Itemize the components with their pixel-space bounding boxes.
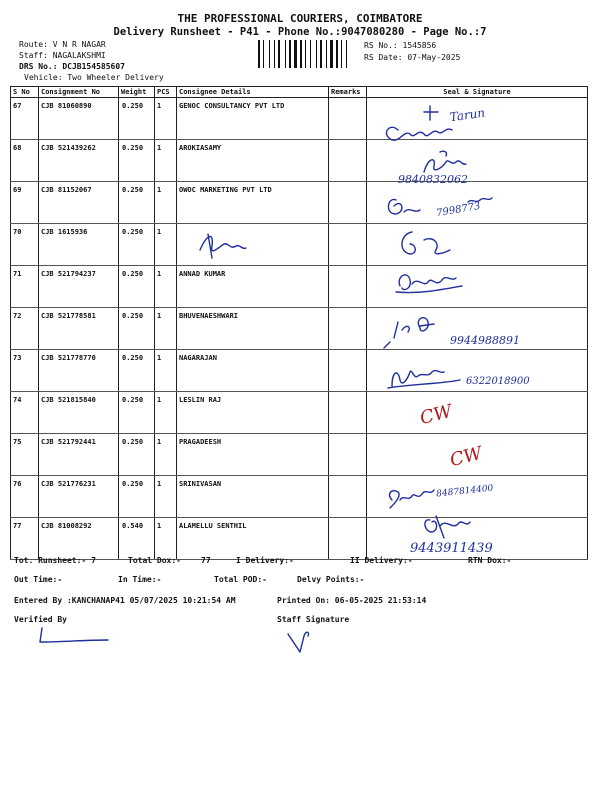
weight-value: 0.540 bbox=[119, 518, 155, 560]
barcode-image bbox=[258, 40, 358, 68]
serial-number: 77 bbox=[11, 518, 39, 560]
pieces-count: 1 bbox=[155, 98, 177, 140]
consignee-name bbox=[177, 224, 329, 266]
pieces-count: 1 bbox=[155, 140, 177, 182]
barcode-bar bbox=[341, 40, 342, 68]
barcode-bar bbox=[263, 40, 264, 68]
consignment-number: CJB 1615936 bbox=[39, 224, 119, 266]
barcode-bar bbox=[289, 40, 291, 68]
consignment-number: CJB 521815840 bbox=[39, 392, 119, 434]
consignee-name: SRINIVASAN bbox=[177, 476, 329, 518]
remarks-cell bbox=[329, 476, 367, 518]
barcode-bar bbox=[303, 40, 304, 68]
seal-signature-cell bbox=[367, 266, 588, 308]
barcode-bar bbox=[318, 40, 319, 68]
table-row bbox=[11, 182, 588, 224]
barcode-bar bbox=[330, 40, 333, 68]
remarks-cell bbox=[329, 98, 367, 140]
serial-number: 72 bbox=[11, 308, 39, 350]
consignee-name: BHUVENAESHWARI bbox=[177, 308, 329, 350]
consignee-name: NAGARAJAN bbox=[177, 350, 329, 392]
delvy-points-label: Delvy Points:- bbox=[297, 575, 365, 584]
barcode-bar bbox=[336, 40, 338, 68]
total-runsheet: Tot. Runsheet:- 7 bbox=[14, 556, 96, 565]
barcode-bar bbox=[269, 40, 270, 68]
weight-value: 0.250 bbox=[119, 224, 155, 266]
barcode-bar bbox=[294, 40, 297, 68]
runsheet-subtitle: Delivery Runsheet - P41 - Phone No.:9047080280 - Page No.:7 bbox=[113, 26, 487, 38]
table-row bbox=[11, 518, 588, 560]
table-header-row bbox=[11, 87, 588, 98]
pieces-count: 1 bbox=[155, 182, 177, 224]
consignment-number: CJB 81152067 bbox=[39, 182, 119, 224]
barcode-bar bbox=[298, 40, 299, 68]
consignee-name: ANNAD KUMAR bbox=[177, 266, 329, 308]
seal-signature-cell bbox=[367, 98, 588, 140]
consignee-name: ALAMELLU SENTHIL bbox=[177, 518, 329, 560]
consignment-number: CJB 521778770 bbox=[39, 350, 119, 392]
barcode-bar bbox=[346, 40, 347, 68]
remarks-cell bbox=[329, 434, 367, 476]
barcode-bar bbox=[312, 40, 315, 68]
barcode-bar bbox=[287, 40, 288, 68]
serial-number: 71 bbox=[11, 266, 39, 308]
total-pod-label: Total POD:- bbox=[214, 575, 267, 584]
serial-number: 67 bbox=[11, 98, 39, 140]
barcode-bar bbox=[305, 40, 306, 68]
consignment-number: CJB 521778581 bbox=[39, 308, 119, 350]
barcode-bar bbox=[310, 40, 311, 68]
weight-value: 0.250 bbox=[119, 476, 155, 518]
entered-by: Entered By :KANCHANAP41 05/07/2025 10:21:54 AM bbox=[14, 596, 236, 605]
weight-value: 0.250 bbox=[119, 434, 155, 476]
seal-signature-cell bbox=[367, 140, 588, 182]
handwritten-phone: 9944988891 bbox=[450, 334, 520, 347]
rs-date: RS Date: 07-May-2025 bbox=[364, 53, 461, 62]
serial-number: 70 bbox=[11, 224, 39, 266]
barcode-bar bbox=[281, 40, 284, 68]
barcode-bar bbox=[323, 40, 325, 68]
staff-signature-mark bbox=[288, 632, 309, 652]
column-header: Consignment No bbox=[39, 87, 119, 98]
serial-number: 75 bbox=[11, 434, 39, 476]
seal-signature-cell bbox=[367, 518, 588, 560]
pieces-count: 1 bbox=[155, 350, 177, 392]
remarks-cell bbox=[329, 392, 367, 434]
weight-value: 0.250 bbox=[119, 98, 155, 140]
barcode-bar bbox=[261, 40, 262, 68]
rtn-dox-label: RTN Dox:- bbox=[468, 556, 512, 565]
seal-signature-cell bbox=[367, 392, 588, 434]
table-row bbox=[11, 98, 588, 140]
weight-value: 0.250 bbox=[119, 266, 155, 308]
barcode-bar bbox=[328, 40, 329, 68]
table-row bbox=[11, 224, 588, 266]
total-dox-label: Total Dox:- bbox=[128, 556, 181, 565]
weight-value: 0.250 bbox=[119, 392, 155, 434]
column-header: Weight bbox=[119, 87, 155, 98]
remarks-cell bbox=[329, 518, 367, 560]
seal-signature-cell bbox=[367, 350, 588, 392]
consignee-name: GENOC CONSULTANCY PVT LTD bbox=[177, 98, 329, 140]
consignee-name: PRAGADEESH bbox=[177, 434, 329, 476]
remarks-cell bbox=[329, 266, 367, 308]
remarks-cell bbox=[329, 224, 367, 266]
rs-number: RS No.: 1545856 bbox=[364, 41, 437, 50]
table-row bbox=[11, 350, 588, 392]
pieces-count: 1 bbox=[155, 476, 177, 518]
remarks-cell bbox=[329, 308, 367, 350]
route-text: Route: V N R NAGAR bbox=[19, 40, 106, 49]
column-header: PCS bbox=[155, 87, 177, 98]
handwritten-phone: 9840832062 bbox=[398, 173, 468, 186]
table-row bbox=[11, 476, 588, 518]
handwritten-phone: 8487814400 bbox=[435, 483, 494, 500]
weight-value: 0.250 bbox=[119, 140, 155, 182]
vehicle-text: Vehicle: Two Wheeler Delivery bbox=[24, 73, 164, 82]
pieces-count: 1 bbox=[155, 224, 177, 266]
table-row bbox=[11, 434, 588, 476]
consignment-number: CJB 521792441 bbox=[39, 434, 119, 476]
consignment-number: CJB 521794237 bbox=[39, 266, 119, 308]
handwritten-status-mark: CW bbox=[417, 400, 455, 430]
in-time-label: In Time:- bbox=[118, 575, 162, 584]
consignment-number: CJB 81060890 bbox=[39, 98, 119, 140]
pieces-count: 1 bbox=[155, 434, 177, 476]
table-row bbox=[11, 266, 588, 308]
barcode-bar bbox=[339, 40, 340, 68]
serial-number: 69 bbox=[11, 182, 39, 224]
seal-signature-cell bbox=[367, 434, 588, 476]
serial-number: 74 bbox=[11, 392, 39, 434]
table-row bbox=[11, 140, 588, 182]
company-title: THE PROFESSIONAL COURIERS, COIMBATORE bbox=[177, 12, 423, 25]
barcode-bar bbox=[278, 40, 280, 68]
barcode-bar bbox=[320, 40, 322, 68]
printed-on: Printed On: 06-05-2025 21:53:14 bbox=[277, 596, 427, 605]
barcode-bar bbox=[326, 40, 327, 68]
i-delivery-label: I Delivery:- bbox=[236, 556, 294, 565]
consignment-number: CJB 521439262 bbox=[39, 140, 119, 182]
table-row bbox=[11, 392, 588, 434]
barcode-bar bbox=[348, 40, 350, 68]
barcode-bar bbox=[334, 40, 335, 68]
total-dox-value: 77 bbox=[201, 556, 211, 565]
barcode-bar bbox=[271, 40, 273, 68]
seal-signature-cell bbox=[367, 182, 588, 224]
weight-value: 0.250 bbox=[119, 308, 155, 350]
out-time-label: Out Time:- bbox=[14, 575, 63, 584]
runsheet-table bbox=[10, 86, 588, 560]
barcode-bar bbox=[316, 40, 317, 68]
column-header: S No bbox=[11, 87, 39, 98]
barcode-bar bbox=[343, 40, 345, 68]
drs-number: DRS No.: DCJB154585607 bbox=[19, 62, 125, 71]
weight-value: 0.250 bbox=[119, 182, 155, 224]
barcode-bar bbox=[300, 40, 302, 68]
remarks-cell bbox=[329, 182, 367, 224]
seal-signature-cell bbox=[367, 476, 588, 518]
barcode-bar bbox=[276, 40, 277, 68]
consignment-number: CJB 81008292 bbox=[39, 518, 119, 560]
seal-signature-cell bbox=[367, 224, 588, 266]
barcode-bar bbox=[274, 40, 275, 68]
seal-signature-cell bbox=[367, 308, 588, 350]
table-row bbox=[11, 308, 588, 350]
handwritten-name: Tarun bbox=[448, 105, 486, 125]
column-header: Remarks bbox=[329, 87, 367, 98]
serial-number: 68 bbox=[11, 140, 39, 182]
verified-by-label: Verified By bbox=[14, 615, 67, 624]
verifier-signature-mark bbox=[40, 628, 108, 642]
handwritten-phone: 7998773 bbox=[435, 200, 482, 220]
consignee-name: LESLIN RAJ bbox=[177, 392, 329, 434]
pieces-count: 1 bbox=[155, 308, 177, 350]
handwritten-phone: 9443911439 bbox=[410, 541, 493, 556]
pieces-count: 1 bbox=[155, 518, 177, 560]
remarks-cell bbox=[329, 350, 367, 392]
ii-delivery-label: II Delivery:- bbox=[350, 556, 413, 565]
pieces-count: 1 bbox=[155, 392, 177, 434]
barcode-bar bbox=[265, 40, 268, 68]
barcode-bar bbox=[307, 40, 309, 68]
staff-text: Staff: NAGALAKSHMI bbox=[19, 51, 106, 60]
barcode-bar bbox=[258, 40, 260, 68]
weight-value: 0.250 bbox=[119, 350, 155, 392]
staff-signature-label: Staff Signature bbox=[277, 615, 350, 624]
consignee-name: OWOC MARKETING PVT LTD bbox=[177, 182, 329, 224]
barcode-bar bbox=[285, 40, 286, 68]
consignee-name: AROKIASAMY bbox=[177, 140, 329, 182]
barcode-bar bbox=[292, 40, 293, 68]
column-header: Consignee Details bbox=[177, 87, 329, 98]
handwritten-phone: 6322018900 bbox=[466, 376, 530, 387]
remarks-cell bbox=[329, 140, 367, 182]
serial-number: 73 bbox=[11, 350, 39, 392]
column-header: Seal & Signature bbox=[367, 87, 588, 98]
pieces-count: 1 bbox=[155, 266, 177, 308]
consignment-number: CJB 521776231 bbox=[39, 476, 119, 518]
serial-number: 76 bbox=[11, 476, 39, 518]
handwritten-status-mark: CW bbox=[447, 442, 485, 472]
